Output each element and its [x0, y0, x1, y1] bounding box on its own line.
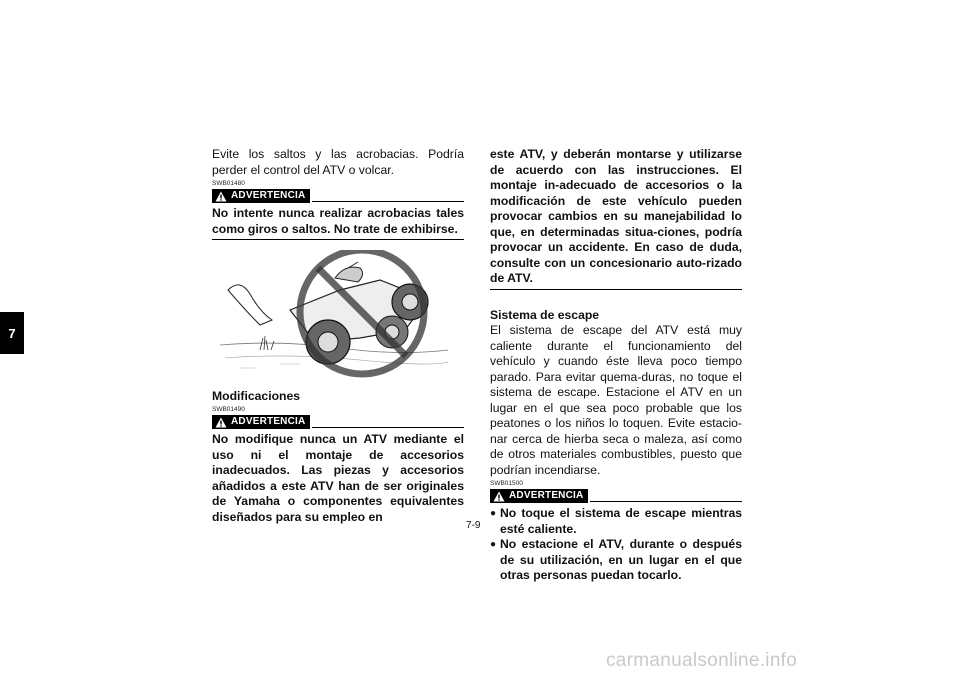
atv-jumping-prohibited-illustration: [220, 250, 448, 380]
intro-text: Evite los saltos y las acrobacias. Podría perder el control del ATV o volcar.: [212, 147, 464, 177]
left-column: [212, 147, 464, 525]
warning-label: ADVERTENCIA: [231, 190, 306, 202]
warning-triangle-icon: [493, 491, 505, 502]
warning-label: ADVERTENCIA: [509, 490, 584, 502]
list-item-text: No toque el sistema de escape mientras esté caliente.: [500, 506, 742, 536]
warning-end-rule: [490, 289, 742, 290]
page-number: 7-9: [466, 520, 481, 531]
warning-end-rule: [212, 239, 464, 240]
warning-rule: [590, 501, 742, 502]
chapter-tab: 7: [0, 312, 24, 354]
warning-code: SWB01490: [212, 406, 245, 413]
section-heading-sistema-de-escape: Sistema de escape: [490, 307, 600, 322]
warning-text-continued: este ATV, y deberán montarse y utilizarse de acuerdo con las instrucciones. El montaje in-adecuado de accesorios o la modificación de este vehículo pueden provocar cambios en su manejabilidad lo que, en determinadas situa-ciones, podría provocar un accidente. En caso de duda, consulte con un concesionario auto-rizado de ATV.: [490, 147, 742, 285]
warning-rule: [312, 427, 464, 428]
warning-text: No intente nunca realizar acrobacias tales como giros o saltos. No trate de exhibirse.: [212, 206, 464, 236]
warning-badge: [212, 415, 310, 429]
warning-label: ADVERTENCIA: [231, 416, 306, 428]
warning-code: SWB01480: [212, 180, 245, 187]
bullet-icon: ●: [490, 539, 497, 550]
bullet-icon: ●: [490, 508, 497, 519]
warning-badge: [212, 189, 310, 203]
warning-rule: [312, 201, 464, 202]
warning-triangle-icon: [215, 191, 227, 202]
warning-header: [490, 489, 742, 503]
watermark: carmanualsonline.info: [606, 650, 798, 671]
warning-text: No modifique nunca un ATV mediante el uso ni el montaje de accesorios inadecuados. Las piezas y accesorios añadidos a este ATV han de ser originales de Yamaha o componentes equivalentes diseñados para su empleo en: [212, 432, 464, 524]
warning-badge: [490, 489, 588, 503]
list-item-text: No estacione el ATV, durante o después de su utilización, en un lugar en el que otras personas puedan tocarlo.: [500, 537, 742, 582]
list-item: [490, 537, 742, 584]
warning-triangle-icon: [215, 417, 227, 428]
warning-header: [212, 189, 464, 203]
warning-code: SWB01500: [490, 480, 523, 487]
body-text: El sistema de escape del ATV está muy caliente durante el funcionamiento del vehículo y cuando éste lleva poco tiempo parado. Para evitar quema-duras, no toque el sistema de escape. Estacione el ATV en un lugar en el que sea poco probable que los peatones o los niños lo toquen. Evite estacio-nar cerca de hierba seca o maleza, así como de otros materiales combustibles, puesto que podrían incendiarse.: [490, 323, 742, 477]
section-heading-modificaciones: Modificaciones: [212, 388, 301, 403]
list-item: [490, 506, 742, 537]
warning-header: [212, 415, 464, 429]
right-column: [490, 147, 742, 584]
